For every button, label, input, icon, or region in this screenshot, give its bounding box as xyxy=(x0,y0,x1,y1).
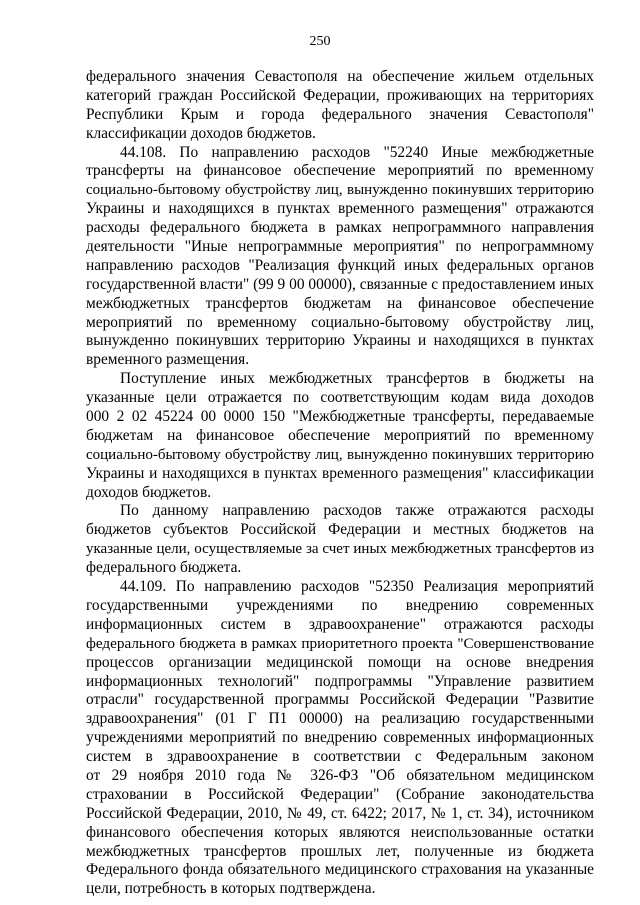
text-line: здравоохранения" (01 Г П1 00000) на реализацию государственными xyxy=(86,710,594,728)
document-body xyxy=(86,68,594,899)
text-line: категорий граждан Российской Федерации, проживающих на территориях xyxy=(86,86,594,104)
text-line: федерального бюджета. xyxy=(86,559,242,577)
text-line: доходов бюджетов. xyxy=(86,483,212,501)
text-line: бюджетам на финансовое обеспечение мероприятий по временному xyxy=(86,426,594,444)
text-line: от 29 ноября 2010 года № 326-ФЗ "Об обязательном медицинском xyxy=(86,766,594,784)
text-line: 000 2 02 45224 00 0000 150 "Межбюджетные трансферты, передаваемые xyxy=(86,408,594,426)
text-line: федерального бюджета в рамках приоритетного проекта "Совершенствование xyxy=(86,634,594,652)
text-line: информационных технологий" подпрограммы "Управление развитием xyxy=(86,672,594,690)
text-line: деятельности "Иные непрограммные мероприятия" по непрограммному xyxy=(86,238,594,256)
text-line: 44.108. По направлению расходов "52240 Иные межбюджетные xyxy=(120,143,594,161)
text-line: государственной власти" (99 9 00 00000), связанные с предоставлением иных xyxy=(86,275,594,293)
text-line: вынужденно покинувших территорию Украины и находящихся в пунктах xyxy=(86,332,594,350)
text-line: информационных систем в здравоохранение" отражаются расходы xyxy=(86,615,594,633)
text-line: расходы федерального бюджета в рамках непрограммного направления xyxy=(86,219,594,237)
text-line: Федерального фонда обязательного медицинского страхования на указанные xyxy=(86,861,594,879)
text-line: временного размещения. xyxy=(86,351,250,369)
text-line: государственными учреждениями по внедрению современных xyxy=(86,596,594,614)
text-line: 44.109. По направлению расходов "52350 Реализация мероприятий xyxy=(120,578,594,596)
text-line: межбюджетных трансфертов прошлых лет, полученные из бюджета xyxy=(86,842,594,860)
text-line: Республики Крым и города федерального значения Севастополя" xyxy=(86,105,594,123)
text-line: классификации доходов бюджетов. xyxy=(86,124,316,142)
text-line: процессов организации медицинской помощи на основе внедрения xyxy=(86,653,594,671)
text-line: социально-бытовому обустройству лиц, вынужденно покинувших территорию xyxy=(86,446,594,463)
text-line: социально-бытовому обустройству лиц, вынужденно покинувших территорию xyxy=(86,182,594,199)
text-line: По данному направлению расходов также отражаются расходы xyxy=(120,502,594,520)
text-line: направлению расходов "Реализация функций иных федеральных органов xyxy=(86,256,594,274)
text-line: указанные цели отражается по соответствующим кодам вида доходов xyxy=(86,389,594,407)
text-line: цели, потребность в которых подтверждена. xyxy=(86,880,376,898)
text-line: отрасли" государственной программы Российской Федерации "Развитие xyxy=(86,691,594,709)
text-line: межбюджетных трансфертов бюджетам на финансовое обеспечение xyxy=(86,294,594,312)
text-line: Российской Федерации, 2010, № 49, ст. 6422; 2017, № 1, ст. 34), источником xyxy=(86,804,594,822)
page-number: 250 xyxy=(309,34,331,49)
text-line: Украины и находящихся в пунктах временного размещения" классификации xyxy=(86,464,594,482)
text-line: страховании в Российской Федерации" (Собрание законодательства xyxy=(86,785,594,803)
text-line: Украины и находящихся в пунктах временного размещения" отражаются xyxy=(86,200,594,218)
text-line: федерального значения Севастополя на обеспечение жильем отдельных xyxy=(86,68,594,85)
text-line: учреждениями мероприятий по внедрению современных информационных xyxy=(86,729,594,747)
text-line: трансферты на финансовое обеспечение мероприятий по временному xyxy=(86,162,594,180)
text-line: систем в здравоохранение в соответствии с Федеральным законом xyxy=(86,748,594,766)
text-line: финансового обеспечения которых являются неиспользованные остатки xyxy=(86,823,594,841)
text-line: указанные цели, осуществляемые за счет иных межбюджетных трансфертов из xyxy=(86,541,594,558)
text-line: бюджетов субъектов Российской Федерации и местных бюджетов на xyxy=(86,521,594,539)
text-line: мероприятий по временному социально-бытовому обустройству лиц, xyxy=(86,313,594,331)
text-line: Поступление иных межбюджетных трансфертов в бюджеты на xyxy=(120,370,594,388)
